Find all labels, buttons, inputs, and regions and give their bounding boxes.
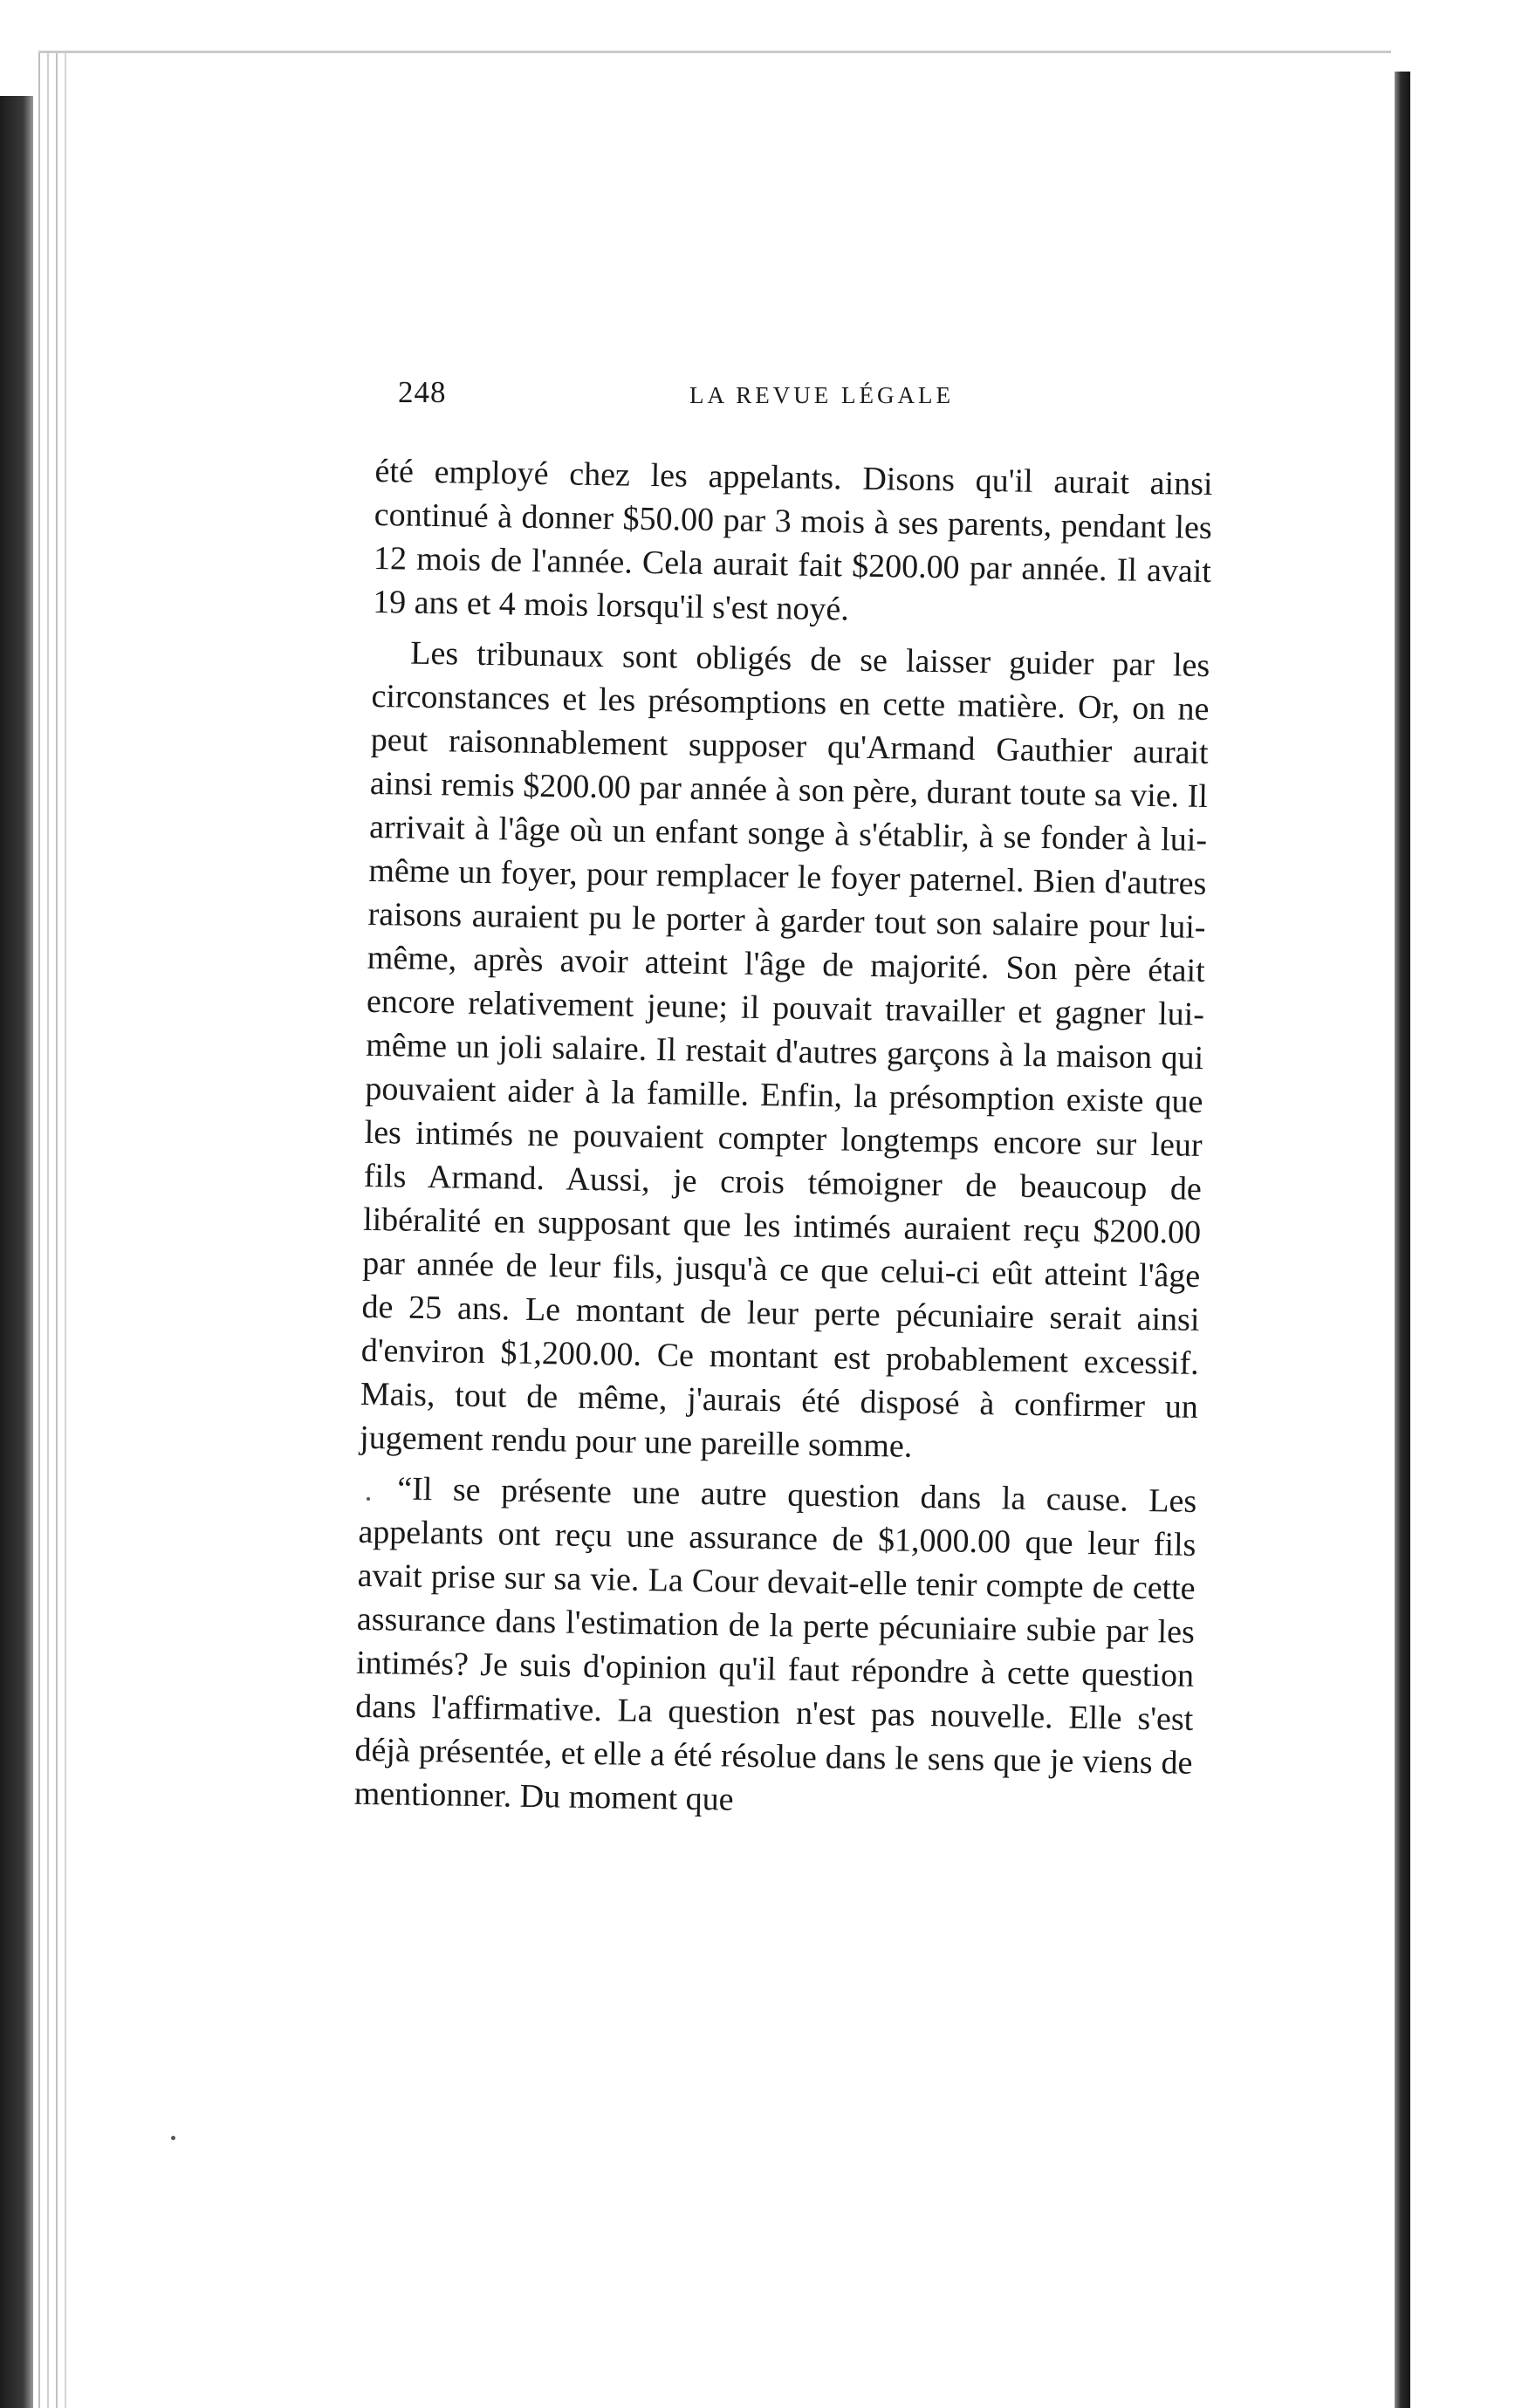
page-top-edge xyxy=(38,51,1391,53)
paragraph-3: “Il se présente une autre question dans la cause. Les appelants ont reçu une assurance de $1,000.00 que leur fils avait prise sur sa vie. La Cour devait-elle tenir compte de cette assurance dans l'estimation de la perte pécuniaire subie par les intimés? Je suis d'opinion qu'il faut répondre à cette question dans l'affirmative. La question n'est pas nouvelle. Elle s'est déjà présentée, et elle a été résolue dans le sens que je viens de mentionner. Du moment que xyxy=(353,1470,1197,1818)
paragraph-1: été employé chez les appelants. Disons qu'il aurait ainsi continué à donner $50.00 par 3 mois à ses parents, pendant les 12 mois de l'année. Cela aurait fait $200.00 par année. Il avait 19 ans et 4 mois lorsqu'il s'est noyé. xyxy=(372,452,1213,628)
scan-speck xyxy=(171,2136,175,2140)
page-edge-line xyxy=(47,52,49,2408)
facing-page-edge xyxy=(1410,72,1522,2408)
page-edge-line xyxy=(65,52,66,2408)
scan-speck xyxy=(367,1497,370,1501)
running-head: LA REVUE LÉGALE xyxy=(689,382,954,408)
page-edge-line xyxy=(38,52,40,2408)
page-header xyxy=(384,375,1222,428)
body-text xyxy=(353,449,1212,1829)
scan-margin-top-left xyxy=(0,0,33,96)
page-edge-line xyxy=(56,52,58,2408)
book-binding-shadow xyxy=(0,96,33,2408)
paragraph-2: Les tribunaux sont obligés de se laisser guider par les circonstances et les présomptions en cette matière. Or, on ne peut raisonnablement supposer qu'Armand Gauthier aurait ainsi remis $200.00 par année à son père, durant toute sa vie. Il arrivait à l'âge où un enfant songe à s'établir, à se fonder à lui-même un foyer, pour remplacer le foyer paternel. Bien d'autres raisons auraient pu le porter à garder tout son salaire pour lui-même, après avoir atteint l'âge de majorité. Son père était encore relativement jeune; il pouvait travailler et gagner lui-même un joli salaire. Il restait d'autres garçons à la maison qui pouvaient aider à la famille. Enfin, la présomption existe que les intimés ne pouvaient compter longtemps encore sur leur fils Armand. Aussi, je crois témoigner de beaucoup de libéralité en supposant que les intimés auraient reçu $200.00 par année de leur fils, jusqu'à ce que celui-ci eût atteint l'âge de 25 ans. Le montant de leur perte pécuniaire serait ainsi d'environ $1,200.00. Ce montant est probablement excessif. Mais, tout de même, j'aurais été disposé à confirmer un jugement rendu pour une pareille somme. xyxy=(359,634,1210,1465)
page-number: 248 xyxy=(398,375,447,409)
